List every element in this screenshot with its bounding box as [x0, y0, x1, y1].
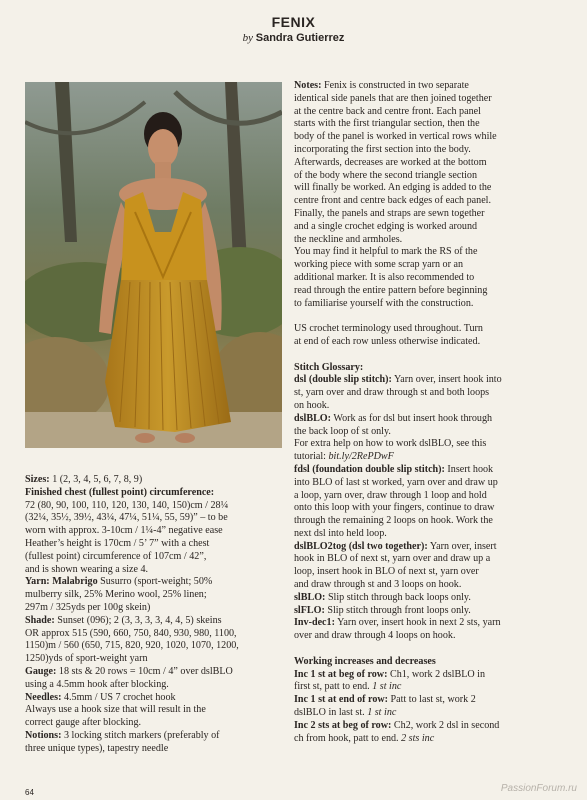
- byline-by: by: [242, 32, 253, 44]
- tutorial-line: tutorial: bit.ly/2RePDwF: [294, 451, 394, 463]
- text-line: (32¼, 35½, 39½, 43¼, 47¼, 51¼, 55, 59)” – to be: [25, 512, 228, 524]
- author-name: Sandra Gutierrez: [255, 32, 345, 44]
- text-line: 1250)yds of sport-weight yarn: [25, 653, 148, 665]
- text-line: 1150)m / 560 (650, 715, 820, 920, 1020, 1070, 1200,: [25, 640, 239, 652]
- needles-line: Needles: 4.5mm / US 7 crochet hook: [25, 691, 176, 703]
- fdsl-label: fdsl (foundation double slip stitch):: [294, 463, 445, 475]
- shade-label: Shade:: [25, 614, 55, 626]
- inc2-line2: dslBLO in last st. 1 st inc: [294, 707, 397, 719]
- text-line: 72 (80, 90, 100, 110, 120, 130, 140, 150)cm / 28¼: [25, 499, 229, 511]
- yarn-line: Yarn: Malabrigo Susurro (sport-weight; 50%: [25, 576, 213, 588]
- invdec-line: Inv-dec1: Yarn over, insert hook in next 2 sts, yarn: [294, 617, 501, 629]
- inc1-line2: first st, patt to end. 1 st inc: [294, 681, 402, 693]
- text-line: hook in BLO of next st, yarn over and draw up a: [294, 553, 491, 565]
- text-line: a loop, yarn over, draw through 1 loop and hold: [294, 489, 487, 501]
- text-line: to familiarise yourself with the construction.: [294, 297, 474, 309]
- text-line: at the centre back and centre front. Each panel: [294, 105, 481, 117]
- text-line: next dsl into held loop.: [294, 527, 387, 539]
- text-line: using a 4.5mm hook after blocking.: [25, 678, 169, 690]
- text-line: Always use a hook size that will result in the: [25, 704, 206, 716]
- inc2-line: Inc 1 st at end of row: Patt to last st, work 2: [294, 694, 476, 706]
- text-line: (fullest point) circumference of 107cm / 42”,: [25, 550, 207, 562]
- text-line: You may find it helpful to mark the RS of the: [294, 246, 478, 258]
- text-line: For extra help on how to work dslBLO, see this: [294, 438, 487, 450]
- pattern-details-column: [25, 474, 287, 756]
- notes-column: [294, 80, 562, 745]
- text-line: starts with the first triangular section, then the: [294, 118, 480, 130]
- notions-line: Notions: 3 locking stitch markers (preferably of: [25, 729, 220, 741]
- text-line: on hook.: [294, 399, 330, 411]
- dslblo-line: dslBLO: Work as for dsl but insert hook through: [294, 412, 493, 424]
- text-line: at end of each row unless otherwise indicated.: [294, 335, 481, 347]
- text-line: working piece with some scrap yarn or an: [294, 259, 464, 271]
- pattern-photo: [25, 82, 282, 448]
- text-line: of the body where the second triangle section: [294, 169, 478, 181]
- text-line: through the remaining 2 loops on hook. Work the: [294, 515, 493, 527]
- text-line: the back loop of st only.: [294, 425, 391, 437]
- text-line: Heather’s height is 170cm / 5’ 7” with a chest: [25, 537, 210, 549]
- page-header: [0, 14, 587, 44]
- slflo-label: slFLO:: [294, 604, 325, 616]
- text-line: over and draw through 4 loops on hook.: [294, 630, 456, 642]
- text-line: body of the panel is worked in vertical rows while: [294, 131, 497, 143]
- text-line: and is shown wearing a size 4.: [25, 563, 149, 575]
- working-heading: Working increases and decreases: [294, 655, 436, 667]
- slblo-label: slBLO:: [294, 591, 326, 603]
- watermark: PassionForum.ru: [500, 783, 577, 794]
- text-line: three unique types), tapestry needle: [25, 742, 169, 754]
- text-line: the neckline and armholes.: [294, 233, 403, 245]
- shade-line: Shade: Sunset (096); 2 (3, 3, 3, 3, 4, 4, 5) skeins: [25, 614, 222, 626]
- slblo-line: slBLO: Slip stitch through back loops only.: [294, 591, 471, 603]
- dsl-label: dsl (double slip stitch):: [294, 374, 392, 386]
- dsl2tog-label: dslBLO2tog (dsl two together):: [294, 540, 428, 552]
- text-line: onto this loop with your fingers, continue to draw: [294, 502, 495, 514]
- sizes-label: Sizes:: [25, 474, 50, 485]
- gauge-label: Gauge:: [25, 665, 57, 677]
- yarn-label: Yarn: Malabrigo: [25, 576, 98, 588]
- pattern-title: FENIX: [271, 14, 316, 30]
- spacer: [294, 349, 562, 362]
- model-illustration: [25, 82, 282, 448]
- dsl2tog-line: dslBLO2tog (dsl two together): Yarn over, insert: [294, 540, 497, 552]
- text-line: st, yarn over and draw through st and both loops: [294, 387, 490, 399]
- text-line: will finally be worked. An edging is added to the: [294, 182, 492, 194]
- text-line: Afterwards, decreases are worked at the bottom: [294, 156, 487, 168]
- sizes-line: Sizes: 1 (2, 3, 4, 5, 6, 7, 8, 9): [25, 474, 143, 485]
- text-line: mulberry silk, 25% Merino wool, 25% linen;: [25, 589, 207, 601]
- fdsl-line: fdsl (foundation double slip stitch): Insert hook: [294, 463, 494, 475]
- inc1-label: Inc 1 st at beg of row:: [294, 668, 388, 680]
- needles-label: Needles:: [25, 691, 62, 703]
- text-line: correct gauge after blocking.: [25, 717, 142, 729]
- page-number: 64: [25, 788, 34, 797]
- text-line: into BLO of last st worked, yarn over and draw up: [294, 476, 498, 488]
- slflo-line: slFLO: Slip stitch through front loops only.: [294, 604, 471, 616]
- spacer: [294, 643, 562, 656]
- inc3-line2: ch from hook, patt to end. 2 sts inc: [294, 732, 435, 744]
- text-line: additional marker. It is also recommended to: [294, 271, 475, 283]
- notes-label: Notes:: [294, 80, 322, 91]
- notes-line: Notes: Fenix is constructed in two separate: [294, 80, 469, 91]
- chest-label-line: [25, 487, 287, 500]
- text-line: identical side panels that are then joined together: [294, 92, 492, 104]
- inc3-line: Inc 2 sts at beg of row: Ch2, work 2 dsl in second: [294, 719, 500, 731]
- chest-label: Finished chest (fullest point) circumference:: [25, 486, 215, 498]
- invdec-label: Inv-dec1:: [294, 617, 335, 629]
- text-line: Finally, the panels and straps are sewn together: [294, 207, 485, 219]
- text-line: 297m / 325yds per 100g skein): [25, 601, 151, 613]
- gauge-line: Gauge: 18 sts & 20 rows = 10cm / 4” over dslBLO: [25, 665, 233, 677]
- inc3-label: Inc 2 sts at beg of row:: [294, 719, 392, 731]
- notions-label: Notions:: [25, 729, 62, 741]
- inc2-label: Inc 1 st at end of row:: [294, 694, 389, 706]
- text-line: and draw through st and 3 loops on hook.: [294, 579, 462, 591]
- text-line: loop, insert hook in BLO of next st, yarn over: [294, 566, 479, 578]
- text-line: OR approx 515 (590, 660, 750, 840, 930, 980, 1100,: [25, 627, 237, 639]
- spacer: [294, 310, 562, 323]
- dslblo-label: dslBLO:: [294, 412, 332, 424]
- text-line: centre front and centre back edges of each panel.: [294, 195, 492, 207]
- text-line: read through the entire pattern before beginning: [294, 284, 488, 296]
- text-line: incorporating the first section into the body.: [294, 143, 471, 155]
- inc1-line: Inc 1 st at beg of row: Ch1, work 2 dslBLO in: [294, 668, 486, 680]
- text-line: worn with approx. 3-10cm / 1¼-4” negative ease: [25, 525, 223, 537]
- tutorial-link[interactable]: bit.ly/2RePDwF: [328, 451, 394, 463]
- text-line: US crochet terminology used throughout. Turn: [294, 323, 483, 335]
- glossary-heading: Stitch Glossary:: [294, 361, 364, 373]
- dsl-line: dsl (double slip stitch): Yarn over, insert hook into: [294, 374, 502, 386]
- text-line: and a single crochet edging is worked around: [294, 220, 478, 232]
- byline: [0, 32, 587, 44]
